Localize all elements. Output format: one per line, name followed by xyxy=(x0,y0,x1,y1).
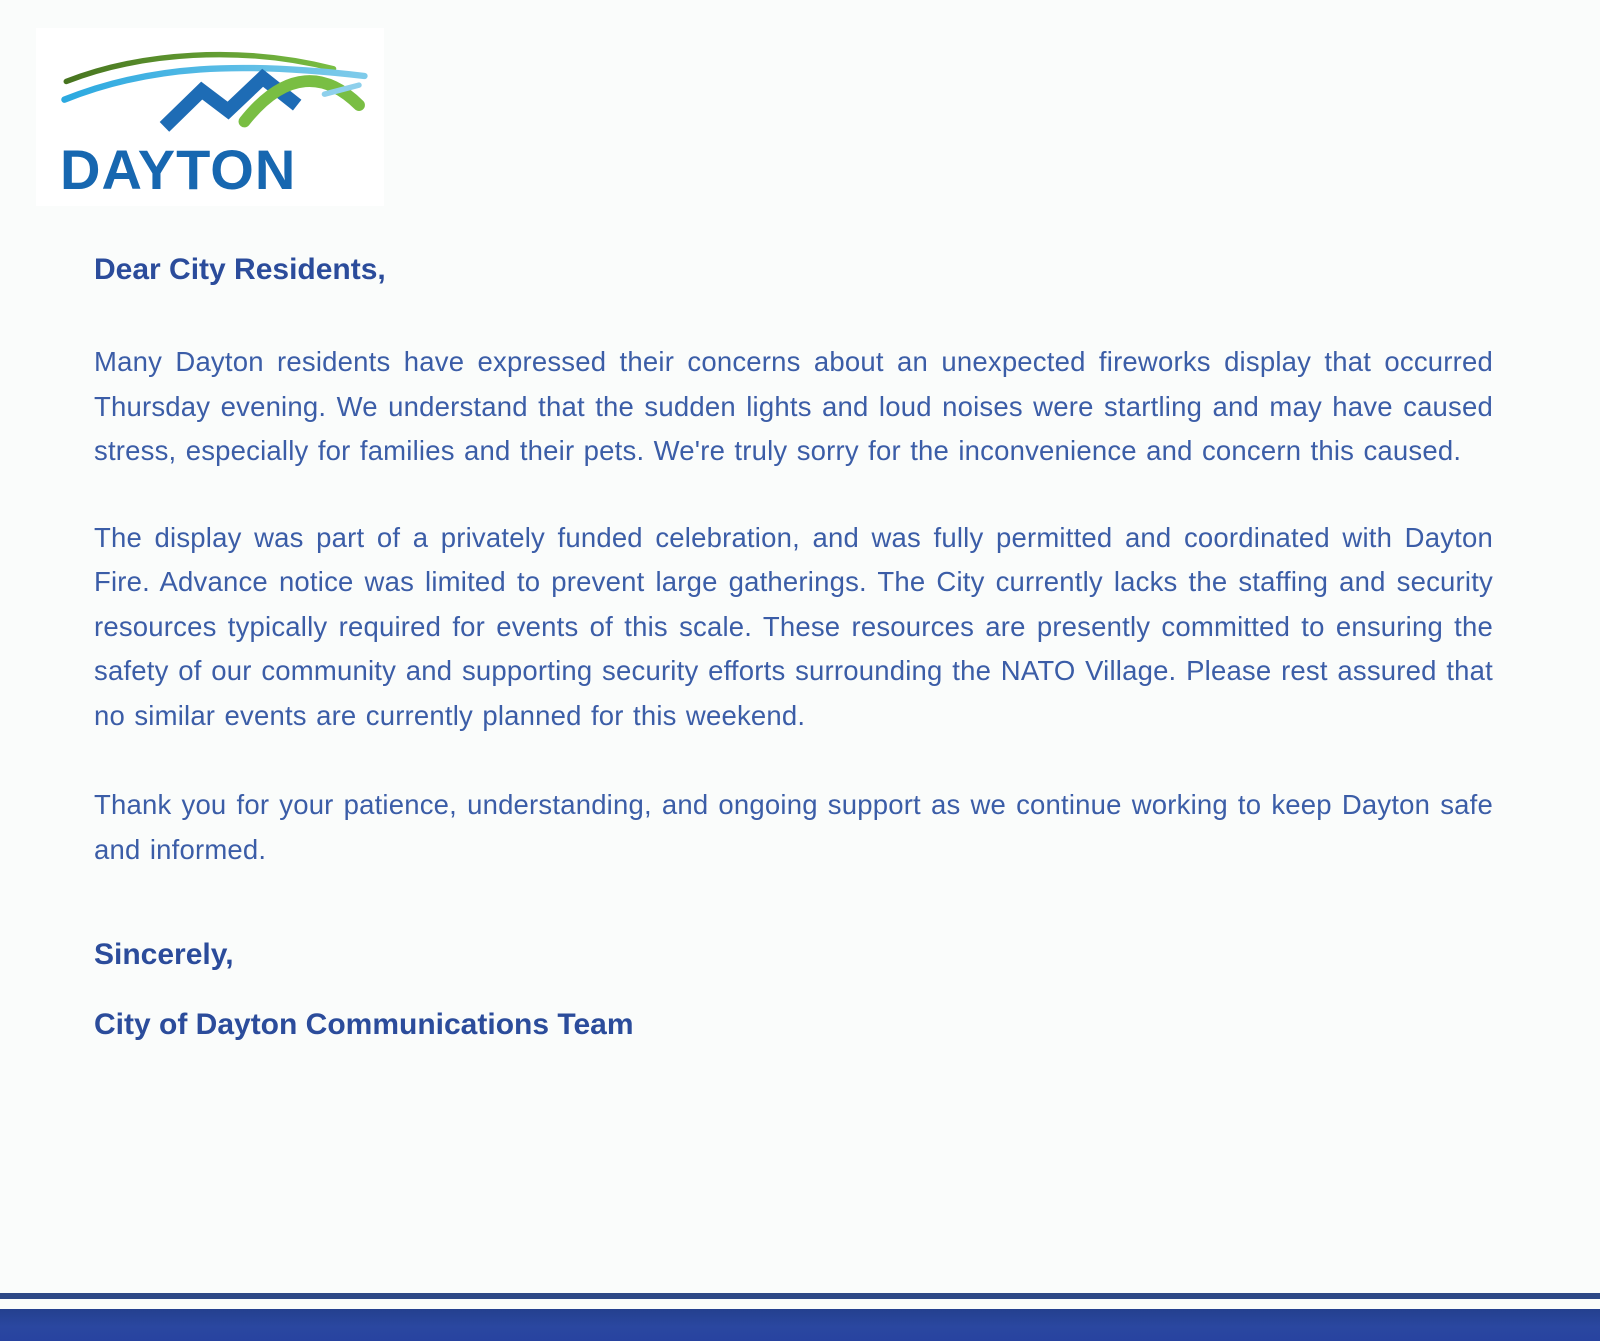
dayton-logo-swoosh-icon xyxy=(44,36,374,136)
letter-closing: Sincerely, xyxy=(94,938,234,971)
footer-bar xyxy=(0,1309,1600,1341)
dayton-wordmark: DAYTON xyxy=(60,138,297,201)
letter-signature: City of Dayton Communications Team xyxy=(94,1008,634,1041)
letter-paragraph-3: Thank you for your patience, understanding, and ongoing support as we continue working to keep Dayton safe and informed. xyxy=(94,789,1493,865)
footer-divider-line xyxy=(0,1293,1600,1299)
letter-salutation: Dear City Residents, xyxy=(94,253,386,286)
letter-paragraph-2: The display was part of a privately funded celebration, and was fully permitted and coordinated with Dayton Fire. Advance notice was limited to prevent large gatherings. The City currently lacks the staffing and security resources typically required for events of this scale. These resources are presently committed to ensuring the safety of our community and supporting security efforts surrounding the NATO Village. Please rest assured that no similar events are currently planned for this weekend. xyxy=(94,521,1493,731)
letter-paragraph-1: Many Dayton residents have expressed their concerns about an unexpected fireworks display that occurred Thursday evening. We understand that the sudden lights and loud noises were startling and may have caused stress, especially for families and their pets. We're truly sorry for the inconvenience and concern this caused. xyxy=(94,346,1493,466)
letter-body xyxy=(94,252,1493,1044)
dayton-logo xyxy=(36,28,384,206)
